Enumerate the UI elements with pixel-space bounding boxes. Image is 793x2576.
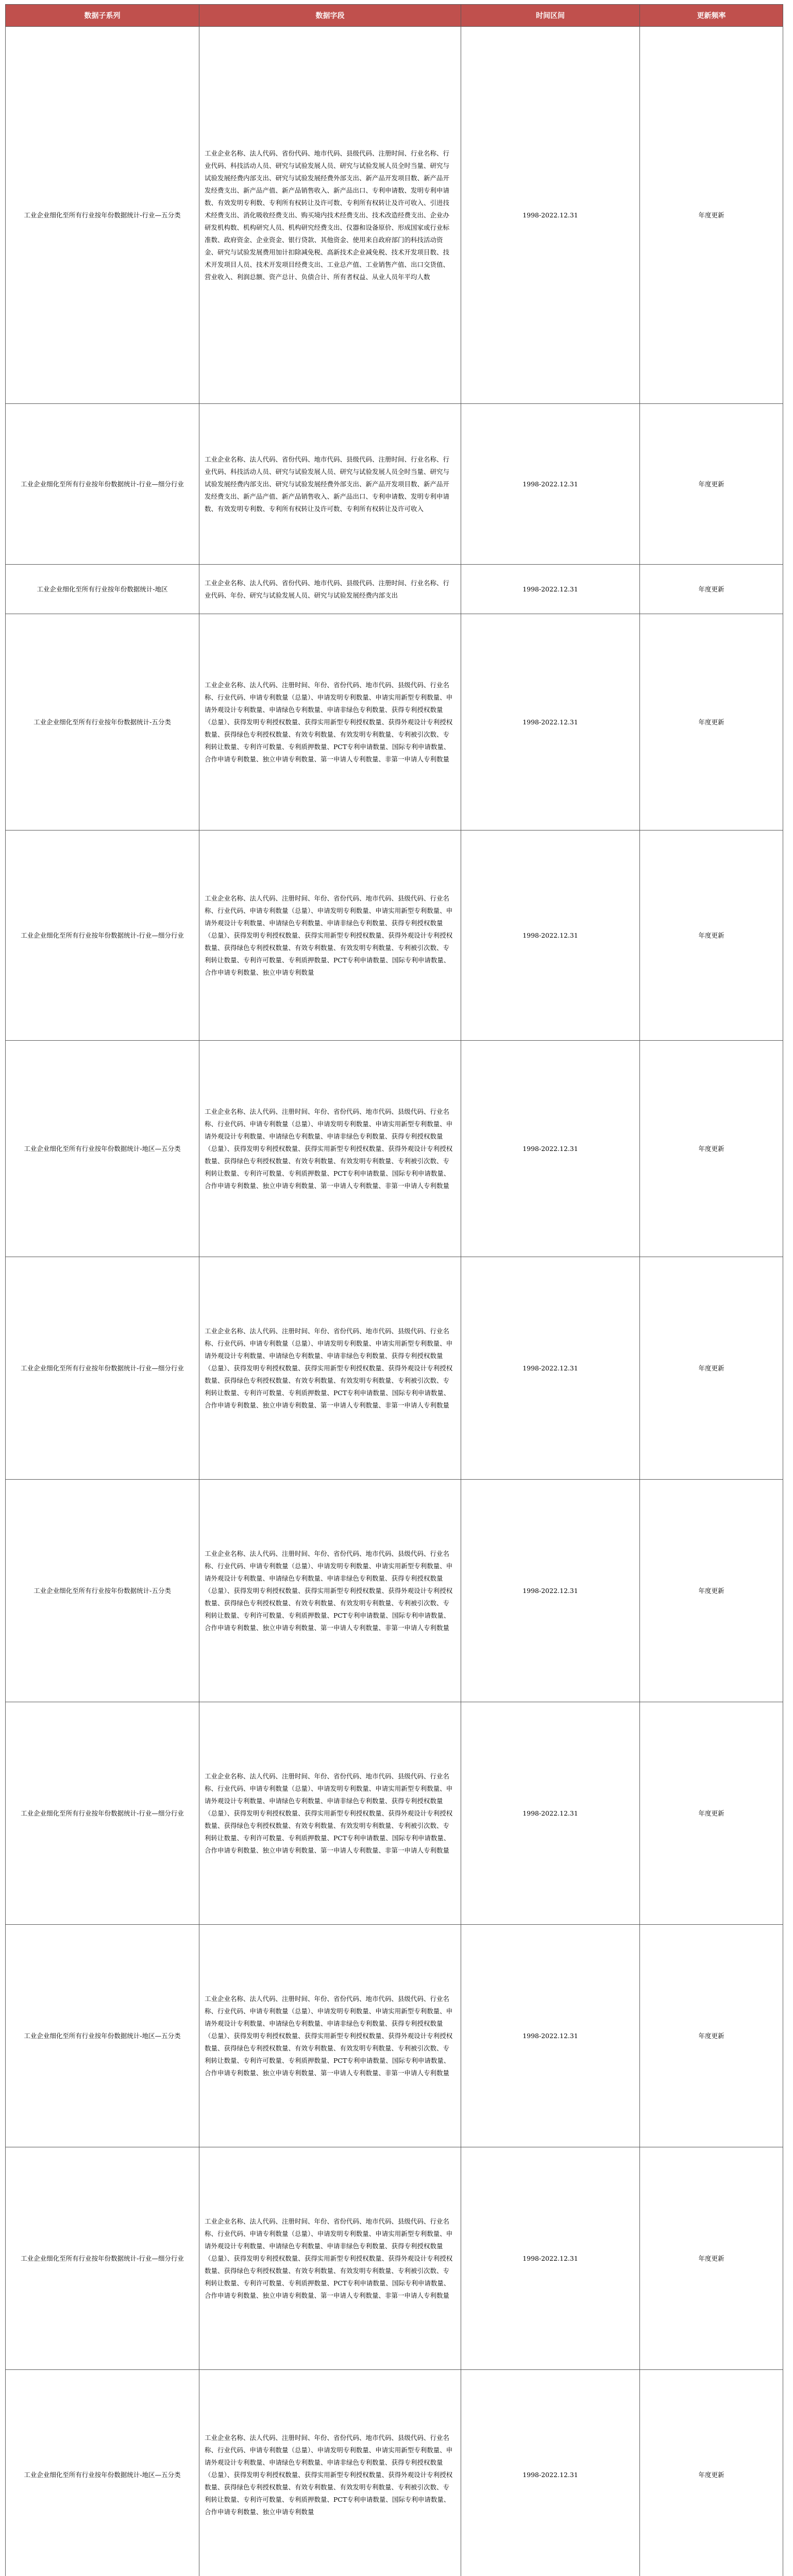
- table-row: [6, 1702, 783, 1925]
- data-catalog-table: [5, 4, 783, 2576]
- update-frequency-cell: 年度更新: [640, 27, 783, 404]
- fields-cell: 工业企业名称、法人代码、注册时间、年份、省份代码、地市代码、县级代码、行业名称、行业代码、申请专利数量（总量）、申请发明专利数量、申请实用新型专利数量、申请外观设计专利数量、申请绿色专利数量、申请非绿色专利数量、获得专利授权数量（总量）、获得发明专利授权数量、获得实用新型专利授权数量、获得外观设计专利授权数量、获得绿色专利授权数量、有效专利数量、有效发明专利数量、专利被引次数、专利转让数量、专利许可数量、专利质押数量、PCT专利申请数量、国际专利申请数量、合作申请专利数量、独立申请专利数量: [199, 2370, 461, 2576]
- fields-cell: 工业企业名称、法人代码、注册时间、年份、省份代码、地市代码、县级代码、行业名称、行业代码、申请专利数量（总量）、申请发明专利数量、申请实用新型专利数量、申请外观设计专利数量、申请绿色专利数量、申请非绿色专利数量、获得专利授权数量（总量）、获得发明专利授权数量、获得实用新型专利授权数量、获得外观设计专利授权数量、获得绿色专利授权数量、有效专利数量、有效发明专利数量、专利被引次数、专利转让数量、专利许可数量、专利质押数量、PCT专利申请数量、国际专利申请数量、合作申请专利数量、独立申请专利数量、第一申请人专利数量、非第一申请人专利数量: [199, 2147, 461, 2370]
- table-row: [6, 565, 783, 614]
- time-range-cell: 1998-2022.12.31: [461, 2370, 640, 2576]
- update-frequency-cell: 年度更新: [640, 2370, 783, 2576]
- table-row: [6, 1480, 783, 1702]
- series-name-cell: 工业企业细化至所有行业按年份数据统计-行业—细分行业: [6, 1702, 199, 1925]
- fields-cell: 工业企业名称、法人代码、注册时间、年份、省份代码、地市代码、县级代码、行业名称、行业代码、申请专利数量（总量）、申请发明专利数量、申请实用新型专利数量、申请外观设计专利数量、申请绿色专利数量、申请非绿色专利数量、获得专利授权数量（总量）、获得发明专利授权数量、获得实用新型专利授权数量、获得外观设计专利授权数量、获得绿色专利授权数量、有效专利数量、有效发明专利数量、专利被引次数、专利转让数量、专利许可数量、专利质押数量、PCT专利申请数量、国际专利申请数量、合作申请专利数量、独立申请专利数量: [199, 831, 461, 1041]
- data-catalog-page: [5, 4, 783, 2576]
- table-row: [6, 1041, 783, 1257]
- table-row: [6, 831, 783, 1041]
- fields-cell: 工业企业名称、法人代码、注册时间、年份、省份代码、地市代码、县级代码、行业名称、行业代码、申请专利数量（总量）、申请发明专利数量、申请实用新型专利数量、申请外观设计专利数量、申请绿色专利数量、申请非绿色专利数量、获得专利授权数量（总量）、获得发明专利授权数量、获得实用新型专利授权数量、获得外观设计专利授权数量、获得绿色专利授权数量、有效专利数量、有效发明专利数量、专利被引次数、专利转让数量、专利许可数量、专利质押数量、PCT专利申请数量、国际专利申请数量、合作申请专利数量、独立申请专利数量、第一申请人专利数量、非第一申请人专利数量: [199, 1257, 461, 1480]
- series-name-cell: 工业企业细化至所有行业按年份数据统计-五分类: [6, 614, 199, 831]
- fields-cell: 工业企业名称、法人代码、注册时间、年份、省份代码、地市代码、县级代码、行业名称、行业代码、申请专利数量（总量）、申请发明专利数量、申请实用新型专利数量、申请外观设计专利数量、申请绿色专利数量、申请非绿色专利数量、获得专利授权数量（总量）、获得发明专利授权数量、获得实用新型专利授权数量、获得外观设计专利授权数量、获得绿色专利授权数量、有效专利数量、有效发明专利数量、专利被引次数、专利转让数量、专利许可数量、专利质押数量、PCT专利申请数量、国际专利申请数量、合作申请专利数量、独立申请专利数量、第一申请人专利数量、非第一申请人专利数量: [199, 1925, 461, 2147]
- fields-cell: 工业企业名称、法人代码、注册时间、年份、省份代码、地市代码、县级代码、行业名称、行业代码、申请专利数量（总量）、申请发明专利数量、申请实用新型专利数量、申请外观设计专利数量、申请绿色专利数量、申请非绿色专利数量、获得专利授权数量（总量）、获得发明专利授权数量、获得实用新型专利授权数量、获得外观设计专利授权数量、获得绿色专利授权数量、有效专利数量、有效发明专利数量、专利被引次数、专利转让数量、专利许可数量、专利质押数量、PCT专利申请数量、国际专利申请数量、合作申请专利数量、独立申请专利数量、第一申请人专利数量、非第一申请人专利数量: [199, 1702, 461, 1925]
- fields-cell: 工业企业名称、法人代码、注册时间、年份、省份代码、地市代码、县级代码、行业名称、行业代码、申请专利数量（总量）、申请发明专利数量、申请实用新型专利数量、申请外观设计专利数量、申请绿色专利数量、申请非绿色专利数量、获得专利授权数量（总量）、获得发明专利授权数量、获得实用新型专利授权数量、获得外观设计专利授权数量、获得绿色专利授权数量、有效专利数量、有效发明专利数量、专利被引次数、专利转让数量、专利许可数量、专利质押数量、PCT专利申请数量、国际专利申请数量、合作申请专利数量、独立申请专利数量、第一申请人专利数量、非第一申请人专利数量: [199, 1480, 461, 1702]
- time-range-cell: 1998-2022.12.31: [461, 565, 640, 614]
- time-range-cell: 1998-2022.12.31: [461, 831, 640, 1041]
- update-frequency-cell: 年度更新: [640, 1041, 783, 1257]
- series-name-cell: 工业企业细化至所有行业按年份数据统计-五分类: [6, 1480, 199, 1702]
- fields-cell: 工业企业名称、法人代码、注册时间、年份、省份代码、地市代码、县级代码、行业名称、行业代码、申请专利数量（总量）、申请发明专利数量、申请实用新型专利数量、申请外观设计专利数量、申请绿色专利数量、申请非绿色专利数量、获得专利授权数量（总量）、获得发明专利授权数量、获得实用新型专利授权数量、获得外观设计专利授权数量、获得绿色专利授权数量、有效专利数量、有效发明专利数量、专利被引次数、专利转让数量、专利许可数量、专利质押数量、PCT专利申请数量、国际专利申请数量、合作申请专利数量、独立申请专利数量、第一申请人专利数量、非第一申请人专利数量: [199, 1041, 461, 1257]
- header-series: 数据子系列: [6, 5, 199, 27]
- fields-cell: 工业企业名称、法人代码、省份代码、地市代码、县级代码、注册时间、行业名称、行业代码、科技活动人员、研究与试验发展人员、研究与试验发展人员全时当量、研究与试验发展经费内部支出、研究与试验发展经费外部支出、新产品开发项目数、新产品开发经费支出、新产品产值、新产品销售收入、新产品出口、专利申请数、发明专利申请数、有效发明专利数、专利所有权转让及许可数、专利所有权转让及许可收入: [199, 404, 461, 565]
- update-frequency-cell: 年度更新: [640, 1257, 783, 1480]
- fields-cell: 工业企业名称、法人代码、省份代码、地市代码、县级代码、注册时间、行业名称、行业代码、科技活动人员、研究与试验发展人员、研究与试验发展人员全时当量、研究与试验发展经费内部支出、研究与试验发展经费外部支出、新产品开发项目数、新产品开发经费支出、新产品产值、新产品销售收入、新产品出口、专利申请数、发明专利申请数、有效发明专利数、专利所有权转让及许可数、专利所有权转让及许可收入、引进技术经费支出、消化吸收经费支出、购买境内技术经费支出、技术改造经费支出、企业办研发机构数、机构研究人员、机构研究经费支出、仪器和设备原价、形成国家或行业标准数、政府资金、企业资金、银行贷款、其他资金、使用来自政府部门的科技活动资金、研究与试验发展费用加计扣除减免税、高新技术企业减免税、技术开发项目数、技术开发项目人员、技术开发项目经费支出、工业总产值、工业销售产值、出口交货值、营业收入、利润总额、资产总计、负债合计、所有者权益、从业人员年平均人数: [199, 27, 461, 404]
- update-frequency-cell: 年度更新: [640, 565, 783, 614]
- series-name-cell: 工业企业细化至所有行业按年份数据统计-行业—细分行业: [6, 1257, 199, 1480]
- update-frequency-cell: 年度更新: [640, 614, 783, 831]
- time-range-cell: 1998-2022.12.31: [461, 1702, 640, 1925]
- table-row: [6, 614, 783, 831]
- fields-cell: 工业企业名称、法人代码、注册时间、年份、省份代码、地市代码、县级代码、行业名称、行业代码、申请专利数量（总量）、申请发明专利数量、申请实用新型专利数量、申请外观设计专利数量、申请绿色专利数量、申请非绿色专利数量、获得专利授权数量（总量）、获得发明专利授权数量、获得实用新型专利授权数量、获得外观设计专利授权数量、获得绿色专利授权数量、有效专利数量、有效发明专利数量、专利被引次数、专利转让数量、专利许可数量、专利质押数量、PCT专利申请数量、国际专利申请数量、合作申请专利数量、独立申请专利数量、第一申请人专利数量、非第一申请人专利数量: [199, 614, 461, 831]
- series-name-cell: 工业企业细化至所有行业按年份数据统计-行业—细分行业: [6, 831, 199, 1041]
- time-range-cell: 1998-2022.12.31: [461, 1925, 640, 2147]
- series-name-cell: 工业企业细化至所有行业按年份数据统计-地区: [6, 565, 199, 614]
- header-freq: 更新频率: [640, 5, 783, 27]
- time-range-cell: 1998-2022.12.31: [461, 404, 640, 565]
- time-range-cell: 1998-2022.12.31: [461, 1041, 640, 1257]
- series-name-cell: 工业企业细化至所有行业按年份数据统计-行业—细分行业: [6, 2147, 199, 2370]
- time-range-cell: 1998-2022.12.31: [461, 614, 640, 831]
- time-range-cell: 1998-2022.12.31: [461, 27, 640, 404]
- update-frequency-cell: 年度更新: [640, 404, 783, 565]
- header-range: 时间区间: [461, 5, 640, 27]
- series-name-cell: 工业企业细化至所有行业按年份数据统计-地区—五分类: [6, 2370, 199, 2576]
- table-row: [6, 27, 783, 404]
- time-range-cell: 1998-2022.12.31: [461, 1257, 640, 1480]
- update-frequency-cell: 年度更新: [640, 831, 783, 1041]
- time-range-cell: 1998-2022.12.31: [461, 1480, 640, 1702]
- series-name-cell: 工业企业细化至所有行业按年份数据统计-地区—五分类: [6, 1925, 199, 2147]
- table-row: [6, 2147, 783, 2370]
- table-row: [6, 1925, 783, 2147]
- table-row: [6, 1257, 783, 1480]
- header-row: [6, 5, 783, 27]
- update-frequency-cell: 年度更新: [640, 1480, 783, 1702]
- update-frequency-cell: 年度更新: [640, 1702, 783, 1925]
- table-body: [6, 27, 783, 2576]
- series-name-cell: 工业企业细化至所有行业按年份数据统计-行业—细分行业: [6, 404, 199, 565]
- table-row: [6, 404, 783, 565]
- time-range-cell: 1998-2022.12.31: [461, 2147, 640, 2370]
- table-row: [6, 2370, 783, 2576]
- fields-cell: 工业企业名称、法人代码、省份代码、地市代码、县级代码、注册时间、行业名称、行业代码、年份、研究与试验发展人员、研究与试验发展经费内部支出: [199, 565, 461, 614]
- update-frequency-cell: 年度更新: [640, 1925, 783, 2147]
- series-name-cell: 工业企业细化至所有行业按年份数据统计-地区—五分类: [6, 1041, 199, 1257]
- series-name-cell: 工业企业细化至所有行业按年份数据统计-行业—五分类: [6, 27, 199, 404]
- update-frequency-cell: 年度更新: [640, 2147, 783, 2370]
- header-fields: 数据字段: [199, 5, 461, 27]
- table-header: [6, 5, 783, 27]
